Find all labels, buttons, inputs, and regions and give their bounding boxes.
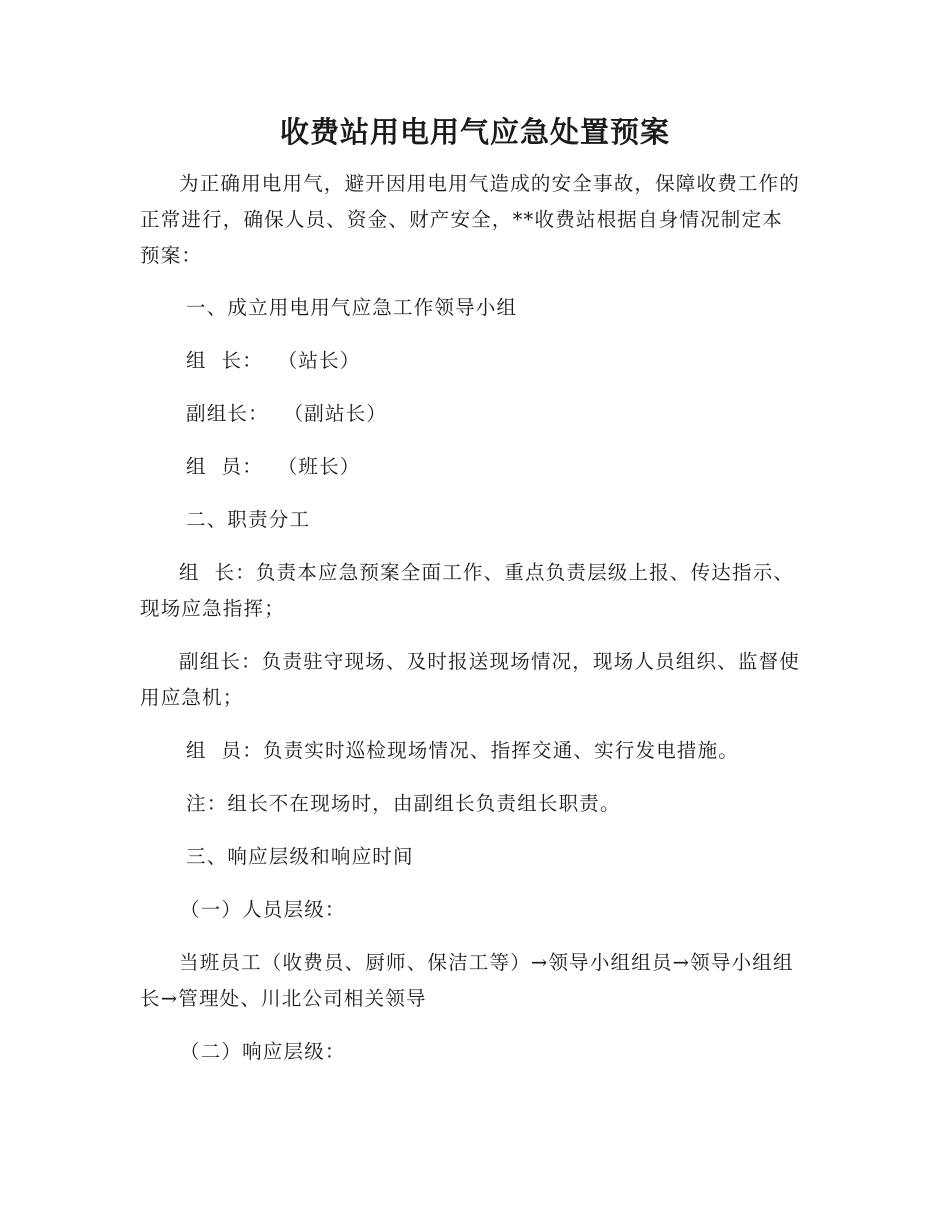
note-paragraph: 注：组长不在现场时，由副组长负责组长职责。 [186, 792, 621, 815]
section-heading-2: 二、职责分工 [186, 508, 311, 531]
duty-leader-paragraph: 组 长：负责本应急预案全面工作、重点负责层级上报、传达指示、现场应急指挥； [140, 561, 795, 620]
subsection-heading-1: （一）人员层级： [180, 898, 346, 921]
section-heading-3: 三、响应层级和响应时间 [186, 845, 414, 868]
intro-paragraph: 为正确用电用气，避开因用电用气造成的安全事故，保障收费工作的正常进行，确保人员、资金、财产安全，**收费站根据自身情况制定本预案： [140, 172, 801, 267]
member-line: 组 员： （班长） [186, 455, 361, 478]
deputy-line: 副组长： （副站长） [186, 402, 388, 425]
duty-deputy-paragraph: 副组长：负责驻守现场、及时报送现场情况，现场人员组织、监督使用应急机； [140, 650, 801, 709]
document-title: 收费站用电用气应急处置预案 [279, 115, 670, 149]
duty-member-paragraph: 组 员：负责实时巡检现场情况、指挥交通、实行发电措施。 [186, 739, 739, 762]
leader-line: 组 长： （站长） [186, 349, 361, 372]
personnel-levels-paragraph: 当班员工（收费员、厨师、保洁工等）→领导小组组员→领导小组组长→管理处、川北公司相关领导 [140, 951, 794, 1010]
subsection-heading-2: （二）响应层级： [180, 1040, 346, 1063]
section-heading-1: 一、成立用电用气应急工作领导小组 [186, 296, 518, 319]
